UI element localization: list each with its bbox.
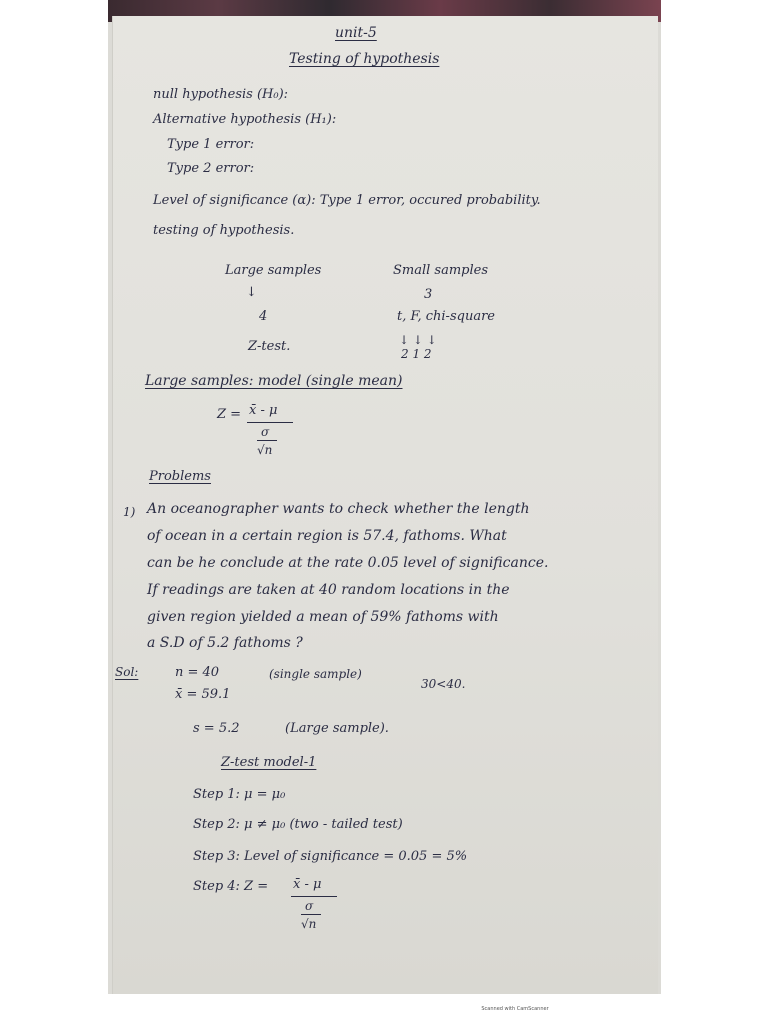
solution-sd: s = 5.2	[193, 721, 240, 736]
solution-step3: Step 3: Level of significance = 0.05 = 5%	[193, 849, 468, 864]
tree-large-samples: Large samples	[225, 263, 322, 278]
scanner-watermark: Scanned with CamScanner	[481, 1006, 549, 1012]
solution-step4-fraction-bar	[291, 896, 337, 897]
page-subtitle: Testing of hypothesis	[289, 51, 440, 67]
solution-step4-lhs: Step 4: Z =	[193, 879, 269, 894]
solution-step1: Step 1: μ = μ₀	[193, 787, 286, 802]
problem-line-6: a S.D of 5.2 fathoms ?	[147, 635, 303, 651]
solution-mean: x̄ = 59.1	[175, 687, 231, 702]
tree-small-count: 3	[424, 287, 433, 302]
notebook-photo	[108, 0, 661, 994]
tree-large-test: Z-test.	[248, 339, 291, 354]
definition-type2-error: Type 2 error:	[167, 161, 255, 176]
solution-ztest-model: Z-test model-1	[221, 755, 317, 770]
problem-line-5: given region yielded a mean of 59% fathoms with	[147, 609, 499, 625]
problem-line-3: can be he conclude at the rate 0.05 level of significance.	[147, 555, 549, 571]
formula-z-root-n: √n	[257, 443, 273, 457]
tree-small-arrows: ↓ ↓ ↓	[399, 333, 437, 347]
notebook-sheet	[112, 16, 658, 994]
problem-line-4: If readings are taken at 40 random locations in the	[147, 582, 510, 598]
tree-small-samples: Small samples	[393, 263, 489, 278]
model-heading: Large samples: model (single mean)	[145, 373, 403, 389]
solution-large-sample: (Large sample).	[285, 721, 389, 736]
definition-type1-error: Type 1 error:	[167, 137, 255, 152]
unit-title: unit-5	[335, 25, 377, 41]
formula-z-lhs: Z =	[217, 407, 242, 422]
tree-large-count: 4	[259, 309, 268, 324]
solution-n: n = 40	[175, 665, 220, 680]
definition-level-of-significance: Level of significance (α): Type 1 error, occured probability.	[153, 193, 541, 208]
definition-alternative-hypothesis: Alternative hypothesis (H₁):	[153, 112, 337, 127]
solution-step4-root-n: √n	[301, 917, 317, 931]
solution-step4-sigma: σ	[305, 899, 314, 913]
formula-z-sigma: σ	[261, 425, 270, 439]
solution-step4-inner-bar	[301, 914, 321, 915]
solution-compare: 30<40.	[421, 677, 466, 691]
formula-z-fraction-bar	[247, 422, 293, 423]
solution-step4-numerator: x̄ - μ	[293, 877, 322, 892]
solution-label: Sol:	[115, 665, 139, 679]
problem-line-1: An oceanographer wants to check whether the length	[147, 501, 530, 517]
definition-testing-of-hypothesis: testing of hypothesis.	[153, 223, 295, 238]
tree-large-arrow: ↓	[246, 285, 257, 300]
definition-null-hypothesis: null hypothesis (H₀):	[153, 87, 289, 102]
formula-z-numerator: x̄ - μ	[249, 403, 278, 418]
tree-small-tests: t, F, chi-square	[397, 309, 495, 324]
solution-step2: Step 2: μ ≠ μ₀ (two - tailed test)	[193, 817, 403, 832]
problem-line-2: of ocean in a certain region is 57.4, fathoms. What	[147, 528, 507, 544]
problem-number: 1)	[123, 505, 136, 519]
solution-single-sample: (single sample)	[269, 667, 362, 681]
formula-z-inner-bar	[257, 440, 277, 441]
tree-small-subcounts: 2 1 2	[401, 347, 432, 361]
problems-heading: Problems	[149, 469, 211, 484]
